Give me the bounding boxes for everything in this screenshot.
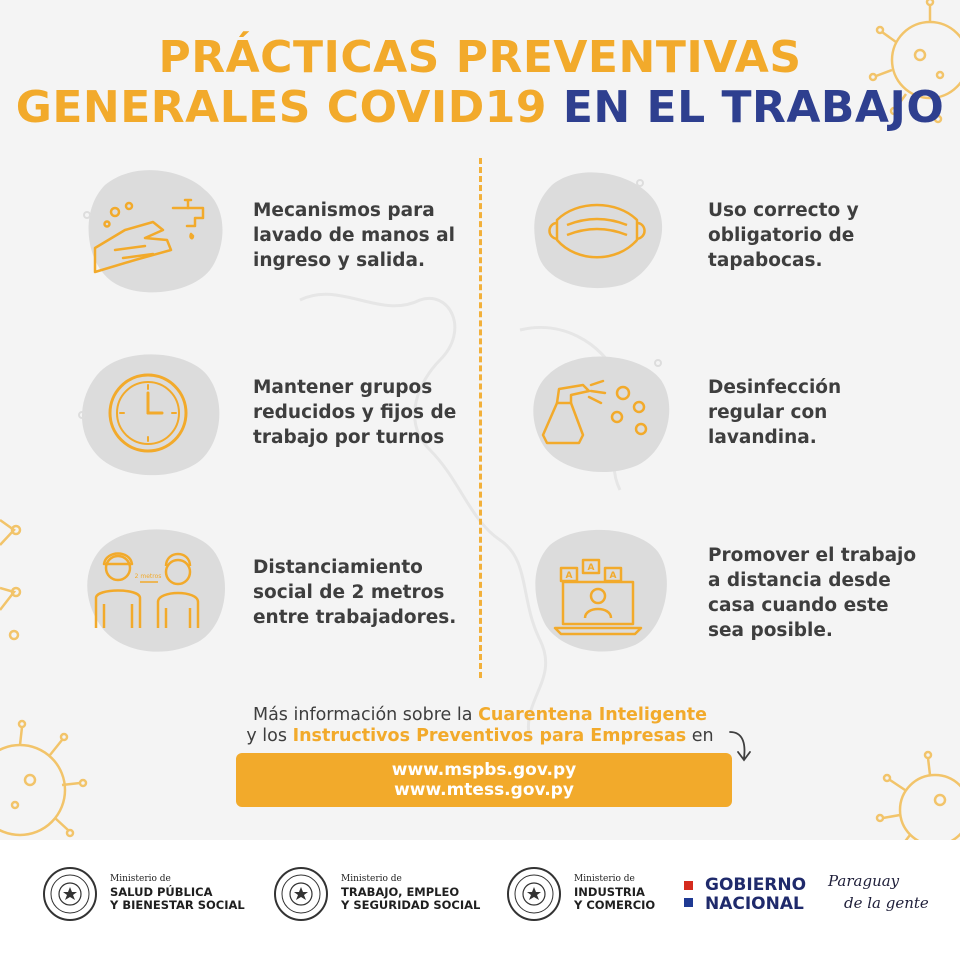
url-mtess[interactable]: www.mtess.gov.py <box>394 780 574 800</box>
ministry-1-small: Ministerio de <box>110 874 171 884</box>
molecule-icon-left <box>0 520 20 639</box>
url-box <box>236 753 732 807</box>
ministry-3-small: Ministerio de <box>574 874 635 884</box>
item-face-mask-text: Uso correcto y obligatorio de tapabocas. <box>708 200 859 271</box>
item-spray-text: Desinfección regular con lavandina. <box>708 377 842 448</box>
item-distance-text: Distanciamiento social de 2 metros entre trabajadores. <box>253 557 457 628</box>
ministry-2-name: TRABAJO, EMPLEO Y SEGURIDAD SOCIAL <box>341 885 481 912</box>
info-line-2: y los Instructivos Preventivos para Empresas en <box>246 726 714 746</box>
url-mspbs[interactable]: www.mspbs.gov.py <box>391 760 577 780</box>
svg-text:A: A <box>609 571 617 581</box>
spray-bottle-icon <box>523 345 678 480</box>
item-clock-text: Mantener grupos reducidos y fijos de trabajo por turnos <box>253 377 457 448</box>
social-distance-icon <box>78 520 233 660</box>
ministry-3-name: INDUSTRIA Y COMERCIO <box>574 885 656 912</box>
slogan: Paraguay de la gente <box>828 872 929 912</box>
title-line-2 <box>0 82 960 133</box>
item-handwashing-text: Mecanismos para lavado de manos al ingreso y salida. <box>253 200 455 271</box>
distance-label: 2 metros <box>134 573 162 580</box>
seal-icon <box>42 866 98 922</box>
item-remote-text: Promover el trabajo a distancia desde casa cuando este sea posible. <box>708 545 917 641</box>
svg-text:A: A <box>565 571 573 581</box>
remote-work-icon <box>525 520 675 660</box>
gobierno-nacional: GOBIERNO NACIONAL <box>705 875 807 914</box>
title-orange: GENERALES COVID19 <box>15 82 547 133</box>
ministry-2-small: Ministerio de <box>341 874 402 884</box>
flag-blue-icon <box>684 898 693 907</box>
svg-text:A: A <box>587 563 595 573</box>
center-divider <box>479 158 482 678</box>
virus-icon-bottom-right <box>877 752 960 853</box>
title-blue: EN EL TRABAJO <box>562 82 945 133</box>
seal-icon <box>506 866 562 922</box>
seal-icon <box>273 866 329 922</box>
face-mask-icon <box>522 165 672 295</box>
flag-red-icon <box>684 881 693 890</box>
title-line-1: PRÁCTICAS PREVENTIVAS <box>158 32 802 83</box>
handwashing-icon <box>75 160 235 300</box>
clock-icon <box>72 345 232 480</box>
info-line-1: Más información sobre la Cuarentena Inteligente <box>252 705 708 725</box>
ministry-1-name: SALUD PÚBLICA Y BIENESTAR SOCIAL <box>110 885 245 912</box>
